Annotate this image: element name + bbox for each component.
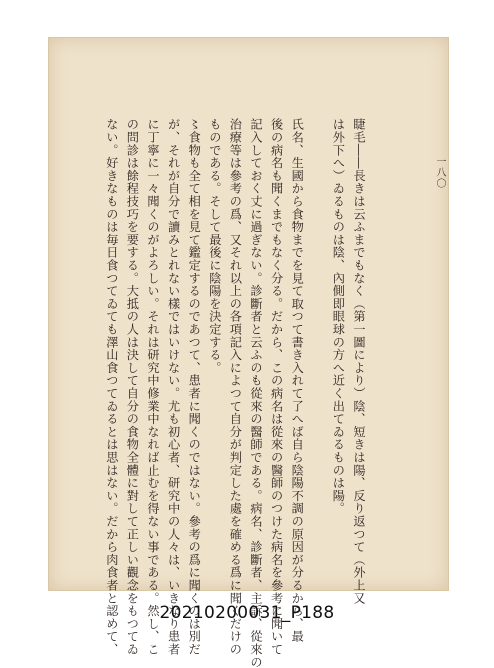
text-column: 治療等は參考の爲、又それ以上の各項記入によつて自分が判定した處を確める爲に聞くだけの — [228, 118, 243, 656]
text-column: の問診は餘程技巧を要する。大抵の人は決して自分の食物全體に對して正しい觀念をもつてゐ — [125, 118, 140, 656]
text-column: に丁寧に一々聞くのがよろしい。それは研究中修業中なれば止むを得ない事である。然し、こ — [146, 118, 160, 656]
text-column: 記入しておく丈に過ぎない。診斷者と云ふのも從來の醫師である。病名、診斷者、主訴、從來の — [249, 118, 263, 668]
page-number: 一八〇 — [434, 156, 445, 189]
text-column: 後の病名も聞くまでもなく分る。だから、この病名は從來の醫師のつけた病名を參考に聞いて — [269, 118, 284, 656]
text-column: 氏名、生國から食物までを見て取つて書き入れて了へば自ら陰陽不調の原因が分るから、最 — [290, 118, 305, 643]
text-column: は外下へ）ゐるものは陰、內側即眼球の方へ近く出てゐるものは陽。 — [331, 118, 346, 515]
text-column: ものである。そして最後に陰陽を決定する。 — [207, 118, 222, 374]
text-column: ない。好きなものは毎日食つてゐても澤山食つてゐるとは思はない。だから肉食者と認めて、 — [104, 118, 119, 656]
text-column: 〻食物も全て相を見て鑑定するのであつて、患者に聞くのではない。參考の爲に聞くのは別だ — [187, 118, 202, 656]
text-column: が、それが自分で讀みとれない樣ではいけない。尤も初心者、研究中の人々は、いきなり患者 — [166, 118, 181, 656]
text-column: 睫毛――長きは云ふまでもなく（第一圖により）陰、短きは陽、反り返つて（外上又 — [352, 118, 366, 605]
image-caption: 20210200031_P188 — [159, 603, 335, 623]
